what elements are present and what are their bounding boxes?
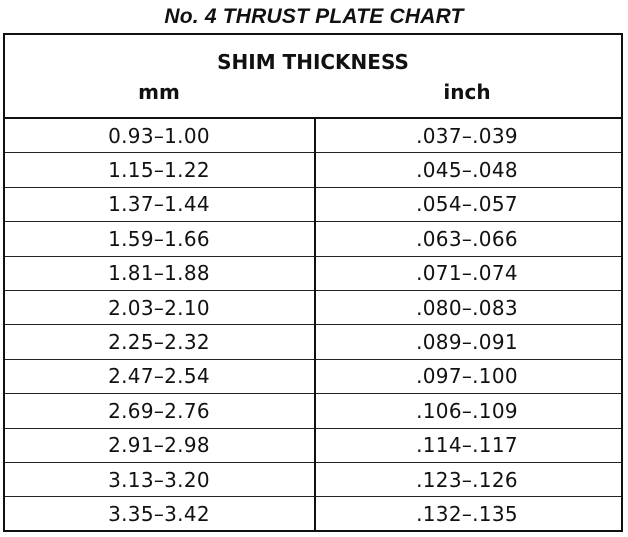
cell-inch: .132–.135 (416, 502, 518, 527)
column-header-inch: inch (443, 80, 491, 104)
cell-mm: 0.93–1.00 (108, 123, 210, 148)
table-body (5, 119, 621, 532)
table-row (5, 394, 621, 428)
cell-mm: 2.03–2.10 (108, 295, 210, 320)
table-row (5, 257, 621, 291)
cell-mm: 2.91–2.98 (108, 433, 210, 458)
cell-inch: .123–.126 (416, 467, 518, 492)
cell-inch: .114–.117 (416, 433, 518, 458)
cell-mm: 1.81–1.88 (108, 261, 210, 286)
cell-mm: 1.59–1.66 (108, 226, 210, 251)
cell-inch: .063–.066 (416, 226, 518, 251)
cell-mm: 3.35–3.42 (108, 502, 210, 527)
cell-inch: .106–.109 (416, 398, 518, 423)
chart-title: No. 4 THRUST PLATE CHART (164, 5, 464, 28)
cell-mm: 3.13–3.20 (108, 467, 210, 492)
cell-mm: 2.69–2.76 (108, 398, 210, 423)
table-row (5, 325, 621, 359)
table-row (5, 153, 621, 187)
table-header (5, 35, 621, 119)
cell-inch: .097–.100 (416, 364, 518, 389)
cell-mm: 1.15–1.22 (108, 158, 210, 183)
table-row (5, 291, 621, 325)
group-header-label: SHIM THICKNESS (217, 50, 409, 74)
cell-inch: .071–.074 (416, 261, 518, 286)
column-divider (314, 119, 316, 530)
table-row (5, 360, 621, 394)
table-row (5, 188, 621, 222)
cell-mm: 2.47–2.54 (108, 364, 210, 389)
cell-mm: 2.25–2.32 (108, 330, 210, 355)
cell-mm: 1.37–1.44 (108, 192, 210, 217)
table-row (5, 497, 621, 531)
cell-inch: .080–.083 (416, 295, 518, 320)
column-header-mm: mm (138, 80, 180, 104)
table-row (5, 429, 621, 463)
cell-inch: .054–.057 (416, 192, 518, 217)
shim-thickness-table (3, 33, 623, 532)
table-row (5, 463, 621, 497)
cell-inch: .037–.039 (416, 123, 518, 148)
cell-inch: .045–.048 (416, 158, 518, 183)
cell-inch: .089–.091 (416, 330, 518, 355)
table-row (5, 119, 621, 153)
table-row (5, 222, 621, 256)
